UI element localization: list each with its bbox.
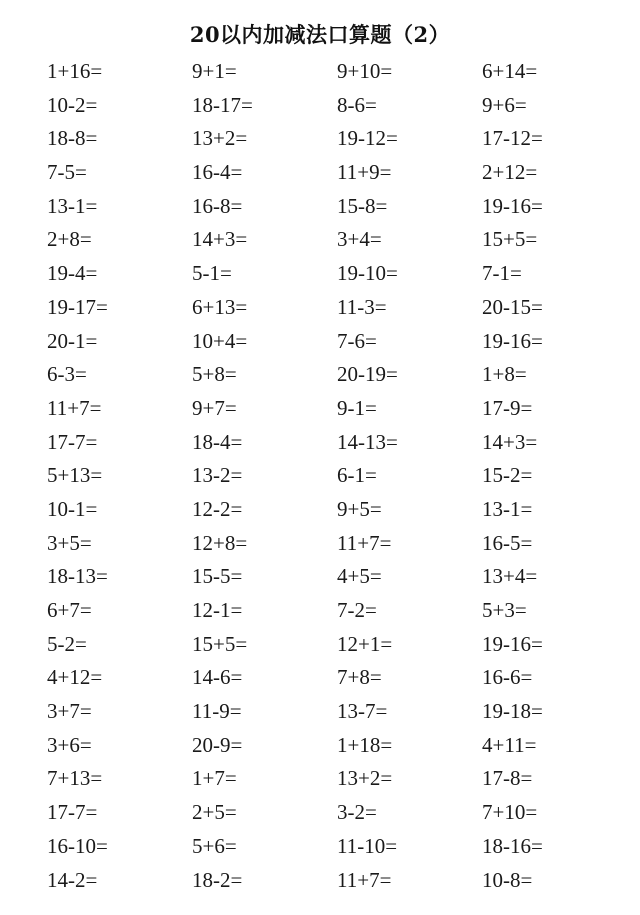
math-problem: 5+8= [192, 362, 237, 387]
math-problem: 1+7= [192, 766, 237, 791]
math-problem: 11+7= [337, 867, 392, 892]
math-problem: 10-2= [47, 92, 98, 117]
math-problem: 1+18= [337, 732, 393, 757]
math-problem: 5+6= [192, 833, 237, 858]
math-problem: 11+7= [337, 530, 392, 555]
math-problem: 6-1= [337, 463, 377, 488]
math-problem: 14+3= [192, 227, 248, 252]
math-problem: 18-8= [47, 126, 98, 151]
math-problem: 11+7= [47, 395, 102, 420]
math-problem: 16-4= [192, 160, 243, 185]
math-problem: 17-8= [482, 766, 533, 791]
math-problem: 10+4= [192, 328, 248, 353]
math-problem: 4+11= [482, 732, 537, 757]
math-problem: 9+6= [482, 92, 527, 117]
math-problem: 19-16= [482, 193, 543, 218]
math-problem: 12-1= [192, 598, 243, 622]
math-problem: 3+6= [47, 732, 92, 757]
math-problem: 19-17= [47, 294, 108, 319]
math-problem: 4+12= [47, 665, 103, 690]
math-problem: 2+5= [192, 800, 237, 825]
math-problem: 20-1= [47, 328, 98, 353]
math-problem: 17-7= [47, 429, 98, 454]
math-problem: 20-15= [482, 294, 543, 319]
math-problem: 14-2= [47, 867, 98, 892]
math-problem: 15+5= [192, 631, 248, 656]
math-problem: 3-2= [337, 800, 377, 825]
math-problem: 6+7= [47, 598, 92, 622]
math-problem: 19-16= [482, 328, 543, 353]
math-problem: 15-2= [482, 463, 533, 488]
math-problem: 5+3= [482, 598, 527, 622]
math-problem: 12+1= [337, 631, 393, 656]
math-problem: 13+2= [192, 126, 248, 151]
math-problem: 13+2= [337, 766, 393, 791]
math-problem: 17-9= [482, 395, 533, 420]
math-problem: 5-1= [192, 261, 232, 286]
math-problem: 12+8= [192, 530, 248, 555]
math-problem: 9+1= [192, 59, 237, 83]
math-problem: 14-6= [192, 665, 243, 690]
math-problem: 18-2= [192, 867, 243, 892]
math-problem: 14+3= [482, 429, 538, 454]
worksheet-title: 20以内加减法口算题（2） [189, 22, 451, 47]
math-problem: 16-8= [192, 193, 243, 218]
math-problem: 20-19= [337, 362, 398, 387]
math-problem: 17-7= [47, 800, 98, 825]
math-problem: 19-16= [482, 631, 543, 656]
math-problem: 1+16= [47, 59, 103, 83]
math-problem: 18-13= [47, 564, 108, 589]
math-problem: 9+10= [337, 59, 393, 83]
math-problem: 5+13= [47, 463, 103, 488]
math-problem: 9+5= [337, 496, 382, 521]
math-problem: 5-2= [47, 631, 87, 656]
math-problem: 16-6= [482, 665, 533, 690]
math-problem: 6+13= [192, 294, 248, 319]
math-problem: 11-9= [192, 699, 242, 724]
math-problem: 13-1= [482, 496, 533, 521]
math-problem: 4+5= [337, 564, 382, 589]
math-problem: 10-8= [482, 867, 533, 892]
math-problem: 3+7= [47, 699, 92, 724]
math-problem: 11-3= [337, 294, 387, 319]
math-problem: 7+8= [337, 665, 382, 690]
math-problem: 19-10= [337, 261, 398, 286]
math-problem: 3+4= [337, 227, 382, 252]
math-problem: 16-5= [482, 530, 533, 555]
problem-grid [47, 55, 627, 897]
math-problem: 2+8= [47, 227, 92, 252]
math-problem: 19-4= [47, 261, 98, 286]
math-problem: 9+7= [192, 395, 237, 420]
math-problem: 7-5= [47, 160, 87, 185]
math-problem: 12-2= [192, 496, 243, 521]
math-problem: 8-6= [337, 92, 377, 117]
math-problem: 1+8= [482, 362, 527, 387]
math-problem: 3+5= [47, 530, 92, 555]
math-problem: 19-12= [337, 126, 398, 151]
math-problem: 14-13= [337, 429, 398, 454]
math-problem: 13+4= [482, 564, 538, 589]
math-problem: 13-2= [192, 463, 243, 488]
math-problem: 9-1= [337, 395, 377, 420]
math-problem: 18-16= [482, 833, 543, 858]
math-problem: 19-18= [482, 699, 543, 724]
math-problem: 10-1= [47, 496, 98, 521]
math-problem: 11-10= [337, 833, 398, 858]
math-problem: 20-9= [192, 732, 243, 757]
math-problem: 18-17= [192, 92, 253, 117]
math-problem: 7-6= [337, 328, 377, 353]
math-problem: 16-10= [47, 833, 108, 858]
math-problem: 7+13= [47, 766, 103, 791]
math-problem: 7-1= [482, 261, 522, 286]
math-problem: 15-8= [337, 193, 388, 218]
math-problem: 13-1= [47, 193, 98, 218]
math-problem: 11+9= [337, 160, 392, 185]
math-problem: 17-12= [482, 126, 543, 151]
math-problem: 18-4= [192, 429, 243, 454]
math-problem: 7-2= [337, 598, 377, 622]
math-problem: 15+5= [482, 227, 538, 252]
math-problem: 6+14= [482, 59, 538, 83]
math-problem: 6-3= [47, 362, 87, 387]
math-problem: 7+10= [482, 800, 538, 825]
math-problem: 13-7= [337, 699, 388, 724]
math-problem: 15-5= [192, 564, 243, 589]
math-problem: 2+12= [482, 160, 538, 185]
